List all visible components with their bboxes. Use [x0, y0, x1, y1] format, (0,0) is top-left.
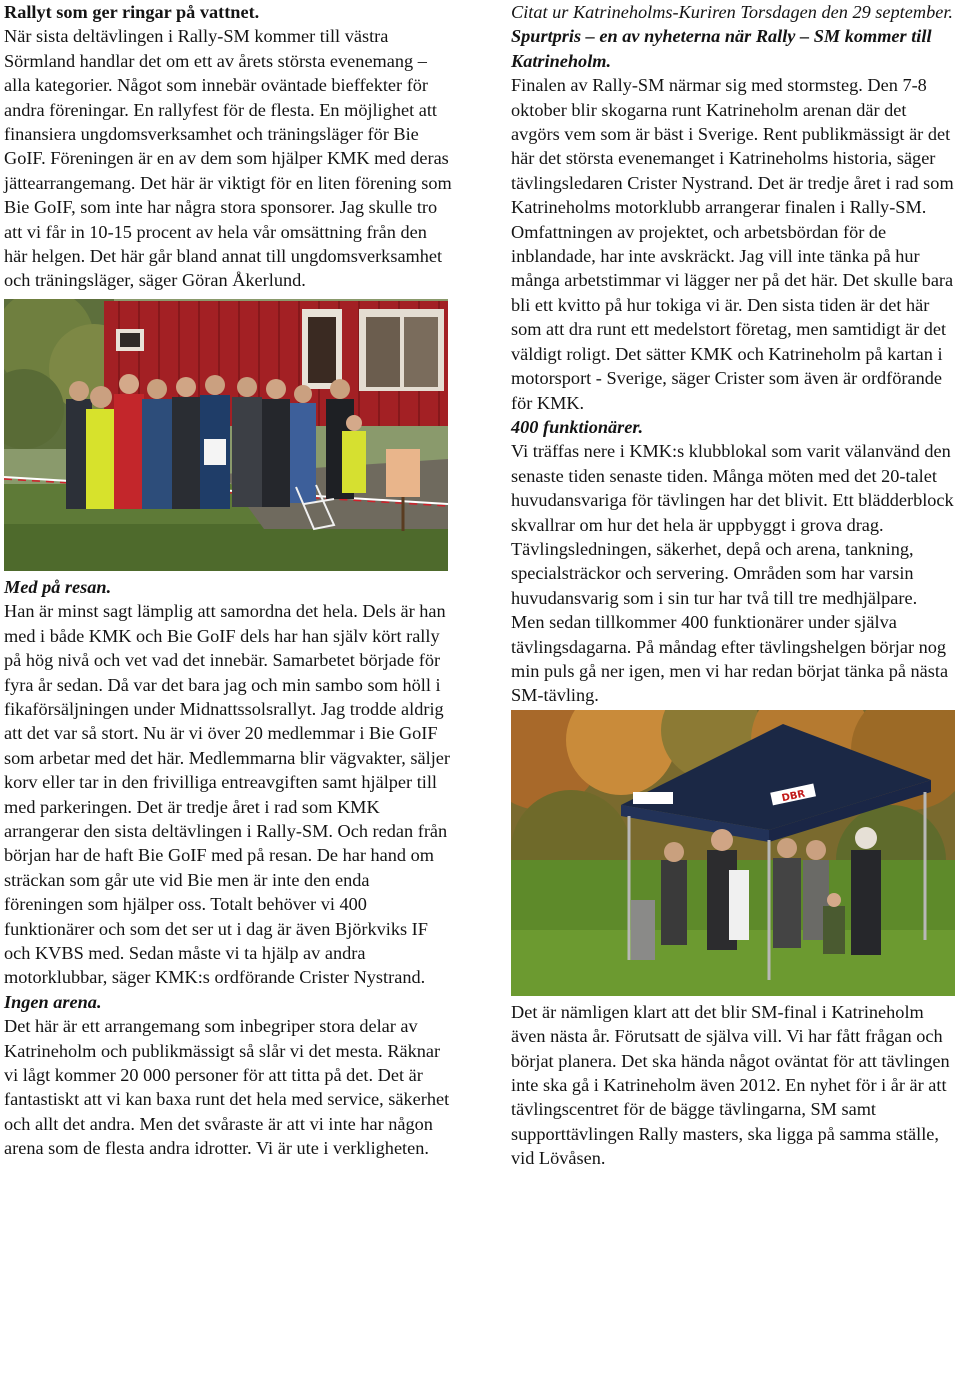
article-headline: Rallyt som ger ringar på vattnet.	[4, 2, 260, 22]
tent-brand: DBR	[780, 788, 807, 805]
section-heading-ingen-arena: Ingen arena.	[4, 991, 102, 1012]
section-text-ingen-arena: Det här är ett arrangemang som inbegriper stora delar av Katrineholm och publikmässigt så slår vi det mesta. Räknar vi lågt kommer 20 000 personer för att titta på det. Det är fantastiskt att vi kan baxa runt det hela med service, säkerhet och allt det andra. Men det svåraste är att vi inte har någon arena som de flesta andra idrotter. Vi är ute i verkligheten.	[4, 1016, 450, 1159]
citation: Citat ur Katrineholms-Kuriren Torsdagen den 29 september.	[511, 2, 953, 22]
section-heading-med-pa-resan: Med på resan.	[4, 576, 112, 597]
outro-text: Det är nämligen klart att det blir SM-final i Katrineholm även nästa år. Förutsatt de själva vill. Vi har fått frågan och börjat planera. Det ska hända något oväntat för att tävlingen inte ska gå i Katrineholm även 2012. En nyhet för i år är att tävlingscentret för de bägge tävlingarna, SM samt supporttävlingen Rally masters, ska ligga på samma ställe, vid Lövåsen.	[511, 1001, 950, 1169]
left-column	[4, 0, 452, 1161]
article-intro	[4, 0, 452, 293]
intro-text: När sista deltävlingen i Rally-SM kommer till västra Sörmland handlar det om ett av årets största evenemang – alla kategorier. Något som innebär oväntade bieffekter för andra föreningar. En rallyfest för de flesta. En möjlighet att finansiera ungdomsverksamhet och träningsläger för Bie GoIF. Föreningen är en av dem som hjälper KMK med deras jättearrangemang. Det här är viktigt för en liten förening som Bie GoIF, som inte har några stora sponsorer. Jag skulle tro att vi får in 10-15 procent av hela vår omsättning från den här helgen. Det här går bland annat till ungdomsverksamhet och träningsläger, säger Göran Åkerlund.	[4, 26, 452, 291]
lead-heading: Spurtpris – en av nyheterna när Rally – SM kommer till Katrineholm.	[511, 26, 932, 71]
section-text-400-funktionarer: Vi träffas nere i KMK:s klubblokal som varit välanvänd den senaste tiden senaste tiden. Många möten med det 20-talet huvudansvariga för tävlingen har det blivit. Ett blädderblock skvallrar om hur det hela är uppbyggt i grova drag. Tävlingsledningen, säkerhet, depå och arena, tankning, specialsträckor och servering. Områden som har varsin huvudansvarig som i sin tur har två till tre medhjälpare. Men sedan tillkommer 400 funktionärer under själva tävlingsdagarna. På måndag efter tävlingshelgen börjar nog min puls gå ner igen, men vi har redan börjat tänka på nästa SM-tävling.	[511, 441, 954, 706]
lead-text: Finalen av Rally-SM närmar sig med stormsteg. Den 7-8 oktober blir skogarna runt Katrineholm arenan där det avgörs vem som är bäst i Sverige. Rent publikmässigt är det här det största evenemanget i Katrineholms historia, säger tävlingsledaren Crister Nystrand. Det är tredje året i rad som Katrineholms motorklubb arrangerar finalen i Rally-SM. Omfattningen av projektet, och arbetsbördan för de inblandade, har inte avskräckt. Jag vill inte tänka på hur många arbetstimmar vi lägger ner på det här. Det skulle bara bli ett kvitto på hur tokiga vi är. Den sista tiden är det här som att dra runt ett medelstort företag, men samtidigt är det väldigt roligt. Det sätter KMK och Katrineholm på kartan i motorsport - Sverige, säger Crister som även är ordförande för KMK.	[511, 75, 954, 413]
section-text-med-pa-resan: Han är minst sagt lämplig att samordna det hela. Dels är han med i både KMK och Bie GoIF dels har han själv kört rally på hög nivå och vet vad det innebär. Samarbetet började för fyra år sedan. Då var det bara jag och min sambo som höll i fikaförsäljningen under Midnattssolsrallyt. Jag trodde aldrig att det var så stort. Nu är vi över 20 medlemmar i Bie GoIF som arbetar med det här. Medlemmarna blir vägvakter, säljer korv eller tar in den frivilliga entreavgiften samt hjälper till med parkeringen. Det är tredje året i rad som KMK arrangerar den sista deltävlingen i Rally-SM. Och redan från början har de haft Bie GoIF med på resan. De har hand om sträckan som går ute vid Bie men är inte den enda föreningen som hjälper oss. Totalt behöver vi 400 funktionärer och som det ser ut i dag är även Björkviks IF och KVBS med. Sedan måste vi ta hjälp av andra motorklubbar, säger KMK:s ordförande Crister Nystrand.	[4, 601, 450, 988]
section-heading-400-funktionarer: 400 funktionärer.	[511, 416, 644, 437]
right-column	[511, 0, 955, 1171]
spectators-by-red-barn-icon	[4, 299, 448, 571]
photo-tent	[511, 710, 955, 996]
photo-spectators	[4, 299, 452, 571]
people-under-dbr-tent-icon	[511, 710, 955, 996]
